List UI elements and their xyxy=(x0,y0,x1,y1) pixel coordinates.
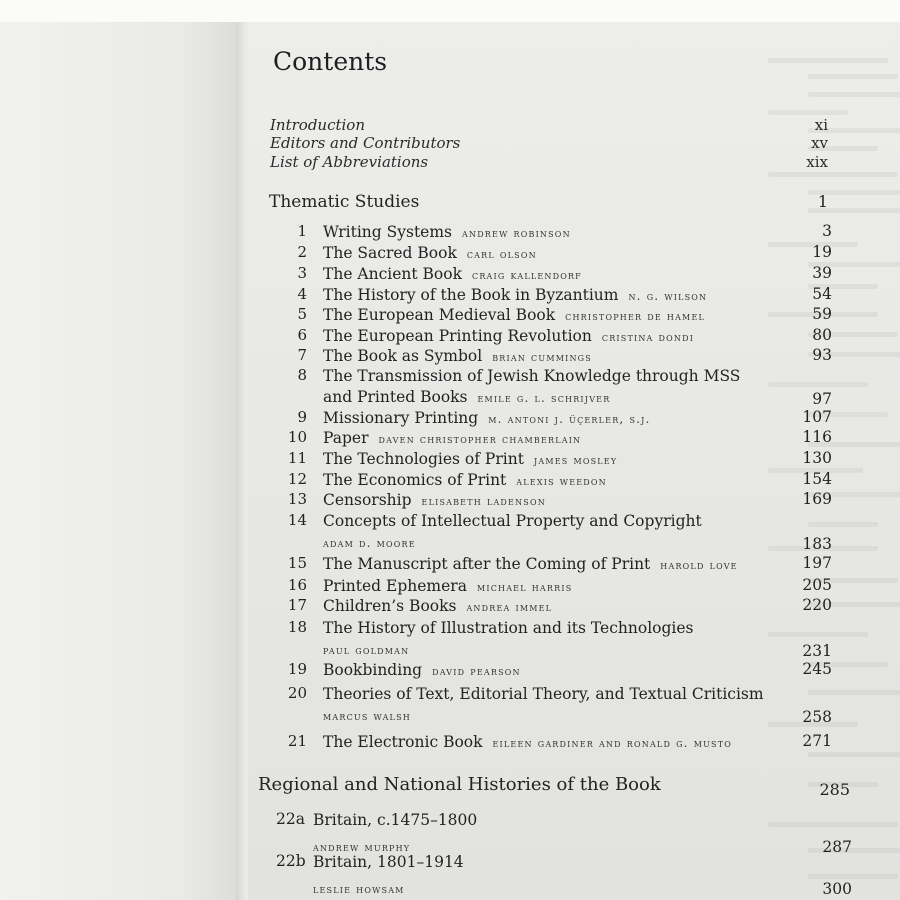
entry-author: marcus walsh xyxy=(323,709,411,723)
entry-number: 16 xyxy=(287,576,307,594)
entry-line xyxy=(323,366,740,385)
bleed-through-mark xyxy=(768,58,888,63)
entry-line xyxy=(323,449,617,468)
entry-number: 20 xyxy=(287,684,307,702)
entry-title: and Printed Books xyxy=(323,388,468,406)
entry-number: 9 xyxy=(297,408,307,426)
entry-line xyxy=(323,243,537,262)
entry-page: 59 xyxy=(812,305,832,323)
bleed-through-mark xyxy=(808,752,900,757)
entry-title: The History of Illustration and its Technologies xyxy=(323,619,694,637)
entry-title: The Ancient Book xyxy=(323,265,462,283)
entry-line xyxy=(323,532,416,551)
entry-page: 39 xyxy=(812,264,832,282)
entry-title: The Economics of Print xyxy=(323,471,507,489)
entry-author: eileen gardiner and ronald g. musto xyxy=(492,736,732,750)
entry-number: 18 xyxy=(287,618,307,636)
entry-title: Censorship xyxy=(323,491,412,509)
entry-page: 245 xyxy=(802,660,832,678)
entry-number: 8 xyxy=(297,366,307,384)
bleed-through-mark xyxy=(768,632,868,637)
entry-line xyxy=(323,428,581,447)
entry-number: 14 xyxy=(287,511,307,529)
entry-line xyxy=(323,470,607,489)
entry-line xyxy=(313,810,477,829)
entry-number: 22a xyxy=(276,810,305,828)
entry-title: The Transmission of Jewish Knowledge through MSS xyxy=(323,367,741,385)
entry-line xyxy=(323,264,582,283)
entry-page: 220 xyxy=(802,596,832,614)
entry-author: m. antoni j. üçerler, s.j. xyxy=(488,412,651,426)
entry-author: emile g. l. schrijver xyxy=(477,391,611,405)
entry-number: 17 xyxy=(287,596,307,614)
entry-title: The Electronic Book xyxy=(323,733,483,751)
entry-page: 231 xyxy=(802,642,832,660)
entry-page: 80 xyxy=(812,326,832,344)
entry-line xyxy=(313,852,464,871)
entry-title: The Sacred Book xyxy=(323,244,457,262)
entry-line xyxy=(323,387,610,406)
entry-line xyxy=(323,660,521,679)
entry-page: 93 xyxy=(812,346,832,364)
entry-author: daven christopher chamberlain xyxy=(378,432,582,446)
entry-page: 258 xyxy=(802,708,832,726)
entry-page: 183 xyxy=(802,535,832,553)
entry-author: elisabeth ladenson xyxy=(421,494,546,508)
left-page xyxy=(0,22,240,900)
entry-line xyxy=(323,576,572,595)
entry-number: 6 xyxy=(297,326,307,344)
entry-author: leslie howsam xyxy=(313,882,405,896)
entry-line xyxy=(323,618,694,637)
entry-number: 22b xyxy=(276,852,306,870)
entry-line xyxy=(323,732,732,751)
entry-page: 154 xyxy=(802,470,832,488)
entry-page: 97 xyxy=(812,390,832,408)
section-thematic xyxy=(269,192,828,216)
bleed-through-mark xyxy=(768,110,848,115)
entry-line xyxy=(323,326,694,345)
bleed-through-mark xyxy=(768,382,868,387)
entry-page: 300 xyxy=(822,880,852,898)
page-title: Contents xyxy=(273,47,388,76)
entry-page: 271 xyxy=(802,732,832,750)
entry-page: 169 xyxy=(802,490,832,508)
entry-number: 7 xyxy=(297,346,307,364)
front-matter-page: xi xyxy=(814,116,828,134)
entry-page: 116 xyxy=(802,428,832,446)
entry-page: 54 xyxy=(812,285,832,303)
entry-author: andrea immel xyxy=(466,600,553,614)
entry-line xyxy=(323,554,738,573)
entry-author: brian cummings xyxy=(492,350,592,364)
entry-title: The Technologies of Print xyxy=(323,450,524,468)
entry-line xyxy=(323,408,651,427)
front-matter-page: xix xyxy=(806,153,828,171)
entry-page: 287 xyxy=(822,838,852,856)
front-matter-page: xv xyxy=(811,134,828,152)
entry-title: Bookbinding xyxy=(323,661,423,679)
section-page: 1 xyxy=(817,192,828,211)
background-strip xyxy=(0,0,900,22)
entry-author: alexis weedon xyxy=(516,474,607,488)
entry-title: Theories of Text, Editorial Theory, and Textual Criticism xyxy=(323,685,764,703)
entry-line xyxy=(313,878,405,897)
entry-title: Britain, c.1475–1800 xyxy=(313,811,478,829)
entry-author: andrew murphy xyxy=(313,840,411,854)
entry-number: 10 xyxy=(287,428,307,446)
entry-number: 15 xyxy=(287,554,307,572)
entry-title: The Manuscript after the Coming of Print xyxy=(323,555,651,573)
entry-number: 4 xyxy=(297,285,307,303)
entry-author: craig kallendorf xyxy=(472,268,582,282)
entry-number: 5 xyxy=(297,305,307,323)
entry-title: The Book as Symbol xyxy=(323,347,483,365)
front-matter-label: List of Abbreviations xyxy=(270,153,429,171)
entry-line xyxy=(323,222,571,241)
entry-author: n. g. wilson xyxy=(628,289,708,303)
entry-title: The European Printing Revolution xyxy=(323,327,592,345)
bleed-through-mark xyxy=(808,522,878,527)
entry-number: 11 xyxy=(287,449,307,467)
entry-title: The History of the Book in Byzantium xyxy=(323,286,619,304)
entry-line xyxy=(323,490,546,509)
entry-line xyxy=(323,639,409,658)
entry-author: carl olson xyxy=(466,247,537,261)
entry-number: 21 xyxy=(287,732,307,750)
section-heading: Regional and National Histories of the Book xyxy=(258,774,661,795)
entry-page: 107 xyxy=(802,408,832,426)
entry-number: 2 xyxy=(297,243,307,261)
front-matter-label: Introduction xyxy=(270,116,365,134)
entry-line xyxy=(323,305,705,324)
entry-line xyxy=(323,346,592,365)
entry-page: 19 xyxy=(812,243,832,261)
bleed-through-mark xyxy=(808,92,900,97)
entry-title: Paper xyxy=(323,429,369,447)
entry-page: 3 xyxy=(822,222,832,240)
entry-number: 1 xyxy=(297,222,307,240)
front-matter-row xyxy=(270,134,828,154)
entry-line xyxy=(323,511,702,530)
entry-title: Concepts of Intellectual Property and Copyright xyxy=(323,512,702,530)
entry-line xyxy=(323,285,707,304)
entry-author: harold love xyxy=(660,558,738,572)
section-heading: Thematic Studies xyxy=(269,192,420,212)
entry-line xyxy=(323,705,411,724)
entry-author: james mosley xyxy=(533,453,618,467)
entry-author: andrew robinson xyxy=(462,226,571,240)
entry-page: 205 xyxy=(802,576,832,594)
bleed-through-mark xyxy=(768,822,898,827)
entry-number: 19 xyxy=(287,660,307,678)
front-matter-row xyxy=(270,153,828,173)
entry-number: 13 xyxy=(287,490,307,508)
entry-author: michael harris xyxy=(476,580,573,594)
entry-title: Britain, 1801–1914 xyxy=(313,853,464,871)
entry-title: Writing Systems xyxy=(323,223,453,241)
entry-number: 12 xyxy=(287,470,307,488)
entry-number: 3 xyxy=(297,264,307,282)
bleed-through-mark xyxy=(808,74,898,79)
bleed-through-mark xyxy=(808,690,900,695)
bleed-through-mark xyxy=(808,874,898,879)
entry-author: christopher de hamel xyxy=(565,309,705,323)
entry-page: 130 xyxy=(802,449,832,467)
entry-author: paul goldman xyxy=(323,643,410,657)
section-page: 285 xyxy=(819,780,850,799)
entry-line xyxy=(323,684,764,703)
entry-title: Missionary Printing xyxy=(323,409,479,427)
entry-author: cristina dondi xyxy=(601,330,695,344)
entry-title: The European Medieval Book xyxy=(323,306,556,324)
section-regional xyxy=(258,774,850,798)
entry-title: Printed Ephemera xyxy=(323,577,467,595)
entry-line xyxy=(323,596,552,615)
entry-author: david pearson xyxy=(432,664,521,678)
entry-title: Children’s Books xyxy=(323,597,457,615)
front-matter-row xyxy=(270,116,828,136)
entry-page: 197 xyxy=(802,554,832,572)
entry-author: adam d. moore xyxy=(323,536,416,550)
front-matter-label: Editors and Contributors xyxy=(270,134,461,152)
